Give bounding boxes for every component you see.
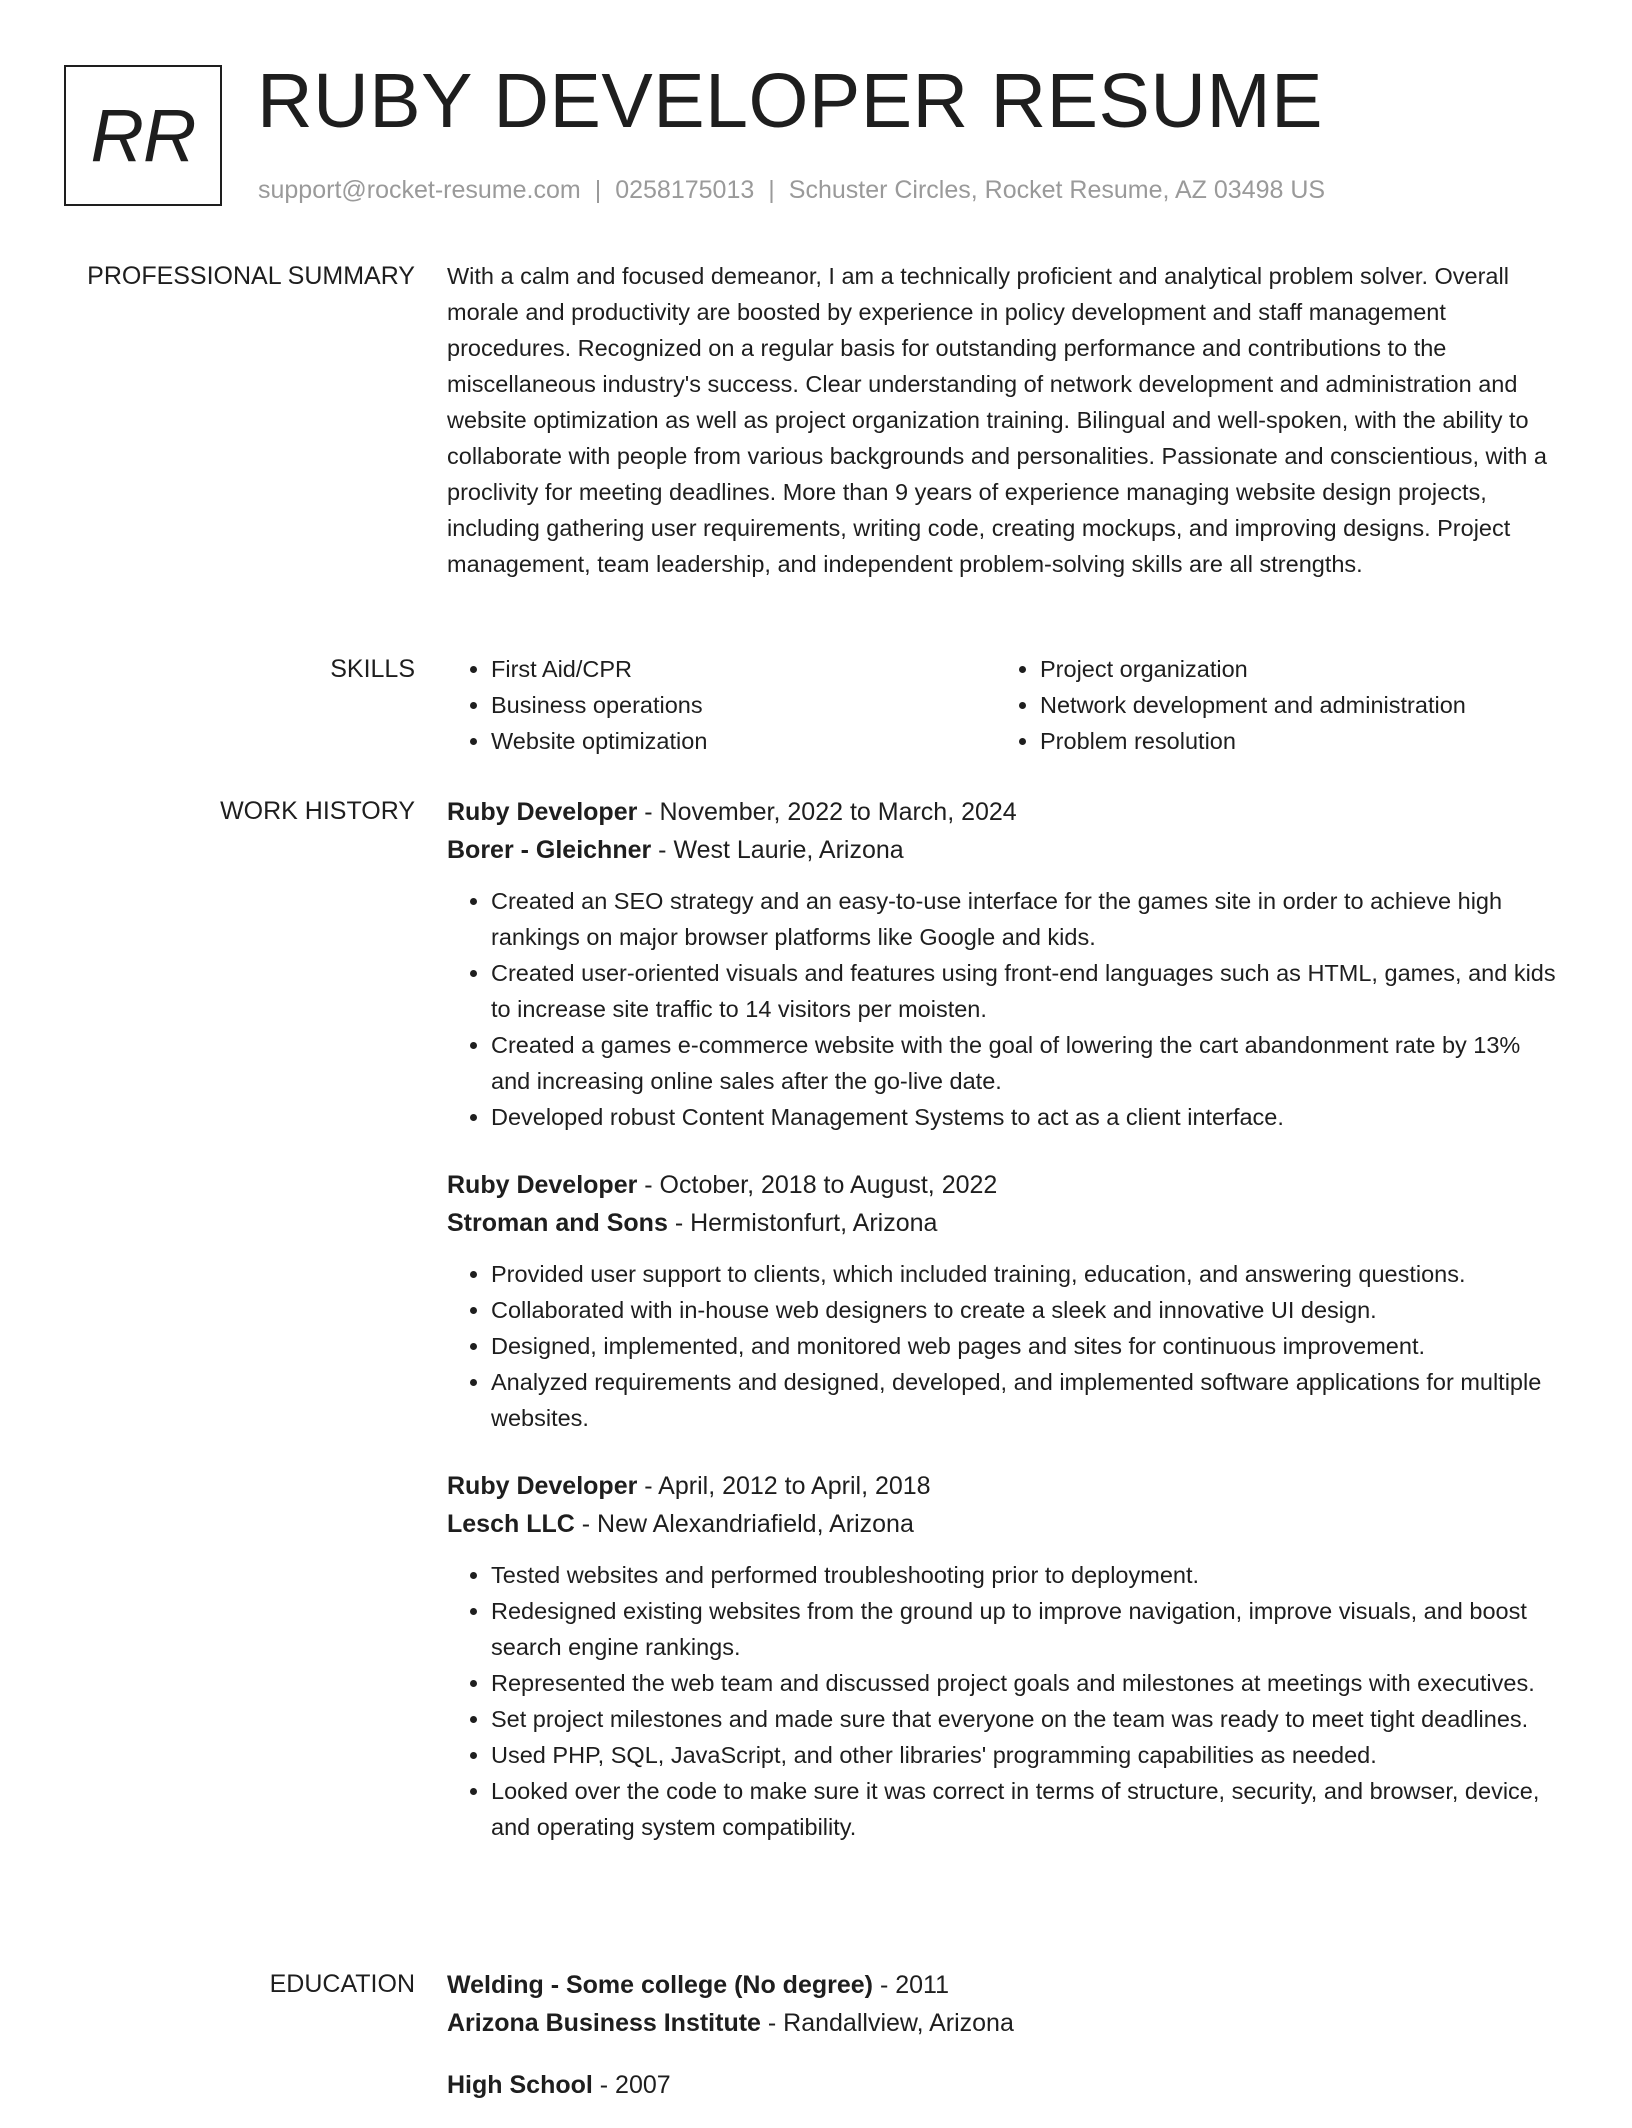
job-bullet: • Represented the web team and discussed project goals and milestones at meetings with executives. bbox=[491, 1665, 1562, 1701]
contact-phone[interactable]: 0258175013 bbox=[615, 176, 755, 204]
education-degree-line bbox=[447, 1966, 1562, 2004]
job-bullet: • Collaborated with in-house web designers to create a sleek and innovative UI design. bbox=[491, 1292, 1562, 1328]
education-year: - 2007 bbox=[592, 2071, 671, 2099]
education-entry bbox=[447, 1966, 1562, 2042]
job-role-line bbox=[447, 793, 1562, 831]
job-bullets bbox=[447, 883, 1562, 1135]
job-bullets bbox=[447, 1557, 1562, 1845]
education-school-line bbox=[447, 2004, 1562, 2042]
job-location: - West Laurie, Arizona bbox=[651, 836, 904, 864]
job-role-line bbox=[447, 1166, 1562, 1204]
job-role: Ruby Developer bbox=[447, 1171, 638, 1199]
education-location: - Randallview, Arizona bbox=[760, 2009, 1014, 2037]
job-dates: - October, 2018 to August, 2022 bbox=[637, 1171, 998, 1199]
skill-item: • Problem resolution bbox=[1040, 723, 1545, 759]
job-bullet: • Provided user support to clients, which included training, education, and answering questions. bbox=[491, 1256, 1562, 1292]
job-bullet: • Redesigned existing websites from the ground up to improve navigation, improve visuals, and boost search engine rankings. bbox=[491, 1593, 1562, 1665]
skills-list-left bbox=[447, 651, 996, 759]
contact-email[interactable]: support@rocket-resume.com bbox=[258, 176, 581, 204]
job-location: - New Alexandriafield, Arizona bbox=[574, 1510, 914, 1538]
education-degree-line bbox=[447, 2066, 1562, 2104]
job-dates: - November, 2022 to March, 2024 bbox=[637, 798, 1017, 826]
job-role: Ruby Developer bbox=[447, 1472, 638, 1500]
job-bullet: • Tested websites and performed troubleshooting prior to deployment. bbox=[491, 1557, 1562, 1593]
education-degree: High School bbox=[447, 2071, 593, 2099]
job-location: - Hermistonfurt, Arizona bbox=[667, 1209, 938, 1237]
job-company: Stroman and Sons bbox=[447, 1209, 668, 1237]
skill-item: • Website optimization bbox=[491, 723, 996, 759]
job-bullet: • Set project milestones and made sure that everyone on the team was ready to meet tight deadlines. bbox=[491, 1701, 1562, 1737]
education-school: Arizona Business Institute bbox=[447, 2009, 761, 2037]
education-entry bbox=[447, 2066, 1562, 2104]
work-history-heading: WORK HISTORY bbox=[220, 797, 415, 825]
education-year: - 2011 bbox=[873, 1971, 949, 1999]
monogram-logo: RR bbox=[64, 65, 222, 206]
education-degree: Welding - Some college (No degree) bbox=[447, 1971, 873, 1999]
contact-separator: | bbox=[768, 176, 775, 204]
skills-grid bbox=[447, 651, 1562, 759]
job-role: Ruby Developer bbox=[447, 798, 638, 826]
job-bullet: • Analyzed requirements and designed, developed, and implemented software applications for multiple websites. bbox=[491, 1364, 1562, 1436]
job-bullet: • Used PHP, SQL, JavaScript, and other libraries' programming capabilities as needed. bbox=[491, 1737, 1562, 1773]
contact-address: Schuster Circles, Rocket Resume, AZ 03498 US bbox=[788, 176, 1326, 204]
job-bullet: • Created an SEO strategy and an easy-to-use interface for the games site in order to achieve high rankings on major browser platforms like Google and kids. bbox=[491, 883, 1562, 955]
job-company: Lesch LLC bbox=[447, 1510, 575, 1538]
job-bullet: • Created user-oriented visuals and features using front-end languages such as HTML, games, and kids to increase site traffic to 14 visitors per moisten. bbox=[491, 955, 1562, 1027]
skills-list-right bbox=[996, 651, 1545, 759]
job-entry bbox=[447, 1467, 1562, 1845]
resume-title: RUBY DEVELOPER RESUME bbox=[257, 58, 1323, 144]
skill-item: • Business operations bbox=[491, 687, 996, 723]
job-company-line bbox=[447, 1505, 1562, 1543]
job-entry bbox=[447, 793, 1562, 1135]
job-company: Borer - Gleichner bbox=[447, 836, 652, 864]
job-company-line bbox=[447, 831, 1562, 869]
contact-separator: | bbox=[594, 176, 602, 204]
skill-item: • Project organization bbox=[1040, 651, 1545, 687]
job-dates: - April, 2012 to April, 2018 bbox=[637, 1472, 931, 1500]
job-company-line bbox=[447, 1204, 1562, 1242]
skill-item: • First Aid/CPR bbox=[491, 651, 996, 687]
job-bullet: • Created a games e-commerce website with the goal of lowering the cart abandonment rate by 13% and increasing online sales after the go-live date. bbox=[491, 1027, 1562, 1099]
skill-item: • Network development and administration bbox=[1040, 687, 1545, 723]
job-bullet: • Developed robust Content Management Systems to act as a client interface. bbox=[491, 1099, 1562, 1135]
summary-heading: PROFESSIONAL SUMMARY bbox=[87, 262, 415, 290]
job-entry bbox=[447, 1166, 1562, 1436]
education-heading: EDUCATION bbox=[269, 1970, 415, 1998]
skills-heading: SKILLS bbox=[330, 655, 415, 683]
job-bullets bbox=[447, 1256, 1562, 1436]
summary-text: With a calm and focused demeanor, I am a technically proficient and analytical problem solver. Overall morale and productivity are boosted by experience in policy development and staff management procedures. Recognized on a regular basis for outstanding performance and contributions to the miscellaneous industry's success. Clear understanding of network development and administration and website optimization as well as project organization training. Bilingual and well-spoken, with the ability to collaborate with people from various backgrounds and personalities. Passionate and conscientious, with a proclivity for meeting deadlines. More than 9 years of experience managing website design projects, including gathering user requirements, writing code, creating mockups, and improving designs. Project management, team leadership, and independent problem-solving skills are all strengths. bbox=[447, 263, 1547, 577]
job-bullet: • Looked over the code to make sure it was correct in terms of structure, security, and browser, device, and operating system compatibility. bbox=[491, 1773, 1562, 1845]
contact-line bbox=[258, 174, 1325, 206]
job-bullet: • Designed, implemented, and monitored web pages and sites for continuous improvement. bbox=[491, 1328, 1562, 1364]
job-role-line bbox=[447, 1467, 1562, 1505]
